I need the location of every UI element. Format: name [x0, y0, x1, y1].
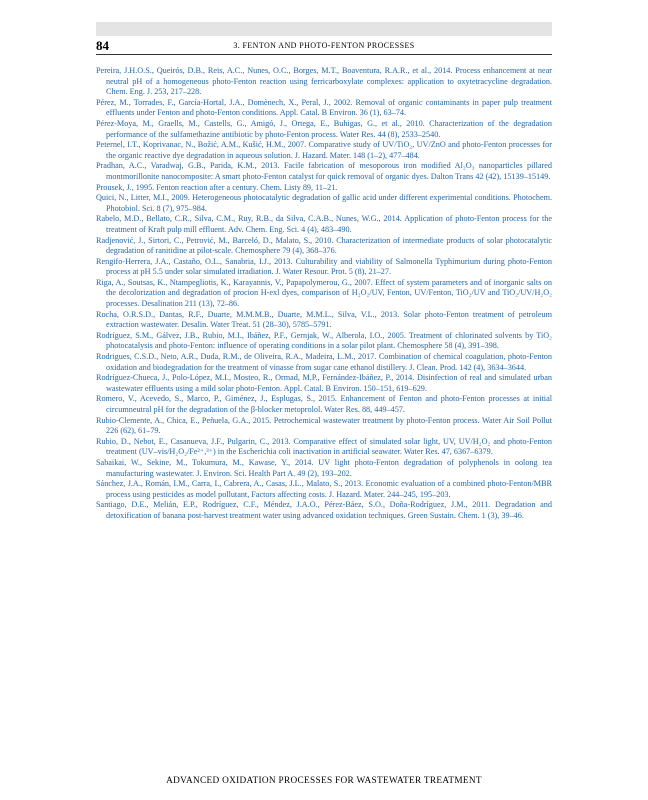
- page-header: [96, 38, 552, 55]
- reference-item[interactable]: Sánchez, J.A., Román, I.M., Carra, I., Cabrera, A., Casas, J.L., Malato, S., 2013. Economic evaluation of a combined photo-Fenton/MBR process using pesticides as model pollutant, Factors affecting costs. J. Hazard. Mater. 244–245, 195–203.: [96, 479, 552, 499]
- reference-item[interactable]: Rengifo-Herrera, J.A., Castaño, O.L., Sanabria, I.J., 2013. Culturability and viability of Salmonella Typhimurium during photo-Fenton process at pH 5.5 under solar simulated irradiation. J. Water Resour. Prot. 5 (8), 21–27.: [96, 256, 552, 277]
- reference-item[interactable]: Rodrigues, C.S.D., Neto, A.R., Duda, R.M., de Oliveira, R.A., Madeira, L.M., 2017. Combination of chemical coagulation, photo-Fenton oxidation and biodegradation for the treatment of vinasse from sugar cane ethanol distillery. J. Clean. Prod. 142 (4), 3634–3644.: [96, 352, 552, 372]
- reference-item[interactable]: Rubio, D., Nebot, E., Casanueva, J.F., Pulgarin, C., 2013. Comparative effect of simulated solar light, UV, UV/H₂O₂ and photo-Fenton treatment (UV–vis/H₂O₂/Fe²⁺,³⁺) in the Escherichia coli inactivation in artificial seawater. Water Res. 47, 6367–6379.: [96, 436, 552, 457]
- reference-item[interactable]: Santiago, D.E., Melián, E.P., Rodríguez, C.F., Méndez, J.A.O., Pérez-Báez, S.O., Doña-Rodríguez, J.M., 2011. Degradation and detoxification of banana post-harvest treatment water using advanced oxidation techniques. Green Sustain. Chem. 1 (3), 39–46.: [96, 500, 552, 520]
- reference-item[interactable]: Prousek, J., 1995. Fenton reaction after a century. Chem. Listy 89, 11–21.: [96, 182, 338, 192]
- book-title-footer: ADVANCED OXIDATION PROCESSES FOR WASTEWATER TREATMENT: [166, 776, 482, 786]
- reference-item[interactable]: Quici, N., Litter, M.I., 2009. Heterogeneous photocatalytic degradation of gallic acid under different experimental conditions. Photochem. Photobiol. Sci. 8 (7), 975–984.: [96, 193, 552, 213]
- reference-item[interactable]: Rodríguez, S.M., Gálvez, J.B., Rubio, M.I., Ibáñez, P.F., Gernjak, W., Alberola, I.O., 2005. Treatment of chlorinated solvents by TiO₂ photocatalysis and photo-Fenton: influence of operating conditions in a solar pilot plant. Chemosphere 58 (4), 391–398.: [96, 330, 552, 351]
- reference-item[interactable]: Pérez, M., Torrades, F., García-Hortal, J.A., Domènech, X., Peral, J., 2002. Removal of organic contaminants in paper pulp treatment effluents under Fenton and photo-Fenton conditions. Appl. Catal. B Environ. 36 (1), 63–74.: [96, 97, 552, 118]
- reference-item[interactable]: Peternel, I.T., Koprivanac, N., Božić, A.M., Kušić, H.M., 2007. Comparative study of UV/TiO₂, UV/ZnO and photo-Fenton processes for the organic reactive dye degradation in aqueous solution. J. Hazard. Mater. 148 (1–2), 477–484.: [96, 140, 552, 160]
- reference-item[interactable]: Radjenović, J., Sirtori, C., Petrović, M., Barceló, D., Malato, S., 2010. Characterization of intermediate products of solar photocatalytic degradation of ranitidine at pilot-scale. Chemosphere 79 (4), 368–376.: [96, 235, 552, 256]
- reference-item[interactable]: Riga, A., Soutsas, K., Ntampegliotis, K., Karayannis, V., Papapolymerou, G., 2007. Effect of system parameters and of inorganic salts on the decolorization and degradation of procion H-exl dyes, comparison of H₂O₂/UV, Fenton, UV/Fenton, TiO₂/UV and TiO₂/UV/H₂O₂ processes. Desalination 211 (13), 72–86.: [96, 277, 552, 309]
- reference-item[interactable]: Rodríguez-Chueca, J., Polo-López, M.I., Mosteo, R., Ormad, M.P., Fernández-Ibáñez, P., 2014. Disinfection of real and simulated urban wastewater effluents using a mild solar photo-Fenton. Appl. Catal. B Environ. 150–151, 619–629.: [96, 373, 552, 393]
- running-title: 3. FENTON AND PHOTO-FENTON PROCESSES: [233, 41, 415, 50]
- reference-item[interactable]: Sabaikai, W., Sekine, M., Tokumura, M., Kawase, Y., 2014. UV light photo-Fenton degradation of polyphenols in oolong tea manufacturing wastewater. J. Environ. Sci. Health Part A. 49 (2), 193–202.: [96, 457, 552, 478]
- reference-item[interactable]: Rubio-Clemente, A., Chica, E., Peñuela, G.A., 2015. Petrochemical wastewater treatment by photo-Fenton process. Water Air Soil Pollut 226 (62), 61–79.: [96, 415, 552, 436]
- reference-item[interactable]: Pereira, J.H.O.S., Queirós, D.B., Reis, A.C., Nunes, O.C., Borges, M.T., Boaventura, R.A.R., et al., 2014. Process enhancement at near neutral pH of a homogeneous photo-Fenton reaction using ferricarboxylate complexes: application to oxytetracycline degradation. Chem. Eng. J. 253, 217–228.: [96, 66, 552, 97]
- top-gray-bar: [96, 22, 552, 36]
- reference-item[interactable]: Rocha, O.R.S.D., Dantas, R.F., Duarte, M.M.M.B., Duarte, M.M.L., Silva, V.L., 2013. Solar photo-Fenton treatment of petroleum extraction wastewater. Desalin. Water Treat. 51 (28–30), 5785–5791.: [96, 309, 552, 330]
- reference-item[interactable]: Pérez-Moya, M., Graells, M., Castells, G., Amigó, J., Ortega, E., Buhigas, G., et al., 2010. Characterization of the degradation performance of the sulfamethazine antibiotic by photo-Fenton process. Water Res. 44 (8), 2533–2540.: [96, 118, 552, 139]
- reference-item[interactable]: Romero, V., Acevedo, S., Marco, P., Giménez, J., Esplugas, S., 2015. Enhancement of Fenton and photo-Fenton processes at initial circumneutral pH for the degradation of the β-blocker metoprolol. Water Res. 88, 449–457.: [96, 394, 552, 414]
- reference-list: [96, 66, 552, 522]
- reference-item[interactable]: Pradhan, A.C., Varadwaj, G.B., Parida, K.M., 2013. Facile fabrication of mesoporous iron modified Al₂O₃ nanoparticles pillared montmorillonite nanocomposite: A smart photo-Fenton catalyst for quick removal of organic dyes. Dalton Trans 42 (42), 15139–15149.: [96, 161, 552, 181]
- reference-item[interactable]: Rabelo, M.D., Bellato, C.R., Silva, C.M., Ruy, R.B., da Silva, C.A.B., Nunes, W.G., 2014. Application of photo-Fenton process for the treatment of Kraft pulp mill effluent. Adv. Chem. Eng. Sci. 4 (4), 483–490.: [96, 214, 552, 234]
- page-number: 84: [96, 38, 109, 53]
